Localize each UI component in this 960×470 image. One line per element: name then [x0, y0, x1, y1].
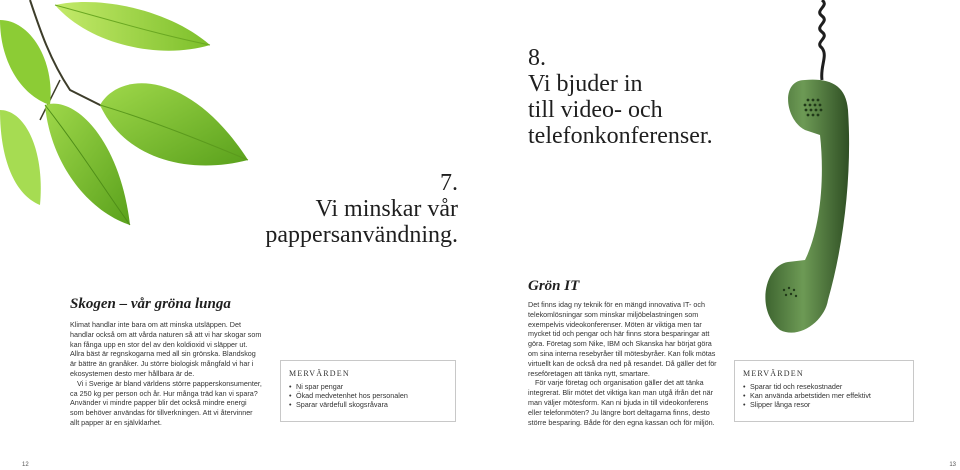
telephone-handset-icon	[750, 0, 870, 340]
heading-line: Vi minskar vår	[315, 196, 458, 222]
values-list	[289, 382, 447, 410]
value-item: • Ökad medvetenhet hos personalen	[296, 391, 447, 400]
page-number-right: 13	[949, 462, 956, 468]
value-item: • Sparar värdefull skogsråvara	[296, 400, 447, 409]
left-page-body	[70, 320, 262, 428]
right-page-heading	[528, 45, 758, 149]
body-paragraph: För varje företag och organisation gäller det att tänka integrerat. Blir mötet det viktiga kan man utgå ifrån det när man väljer mötesform. Kan ni bjuda in till videokonferens eller telefonmöten? Ju längre bort deltagarna finns, desto större besparing. Både för den egna kassan och för miljön.	[528, 378, 715, 427]
heading-line: telefonkonferenser.	[528, 123, 713, 149]
heading-line: Vi bjuder in	[528, 71, 643, 97]
heading-line: till video- och	[528, 97, 663, 123]
right-page-body	[528, 300, 720, 427]
values-title: MERVÄRDEN	[743, 369, 804, 378]
right-values-box	[734, 360, 914, 422]
left-values-box	[280, 360, 456, 422]
heading-line: 7.	[440, 170, 458, 196]
heading-line: 8.	[528, 45, 546, 71]
body-paragraph: Vi i Sverige är bland världens större papperskonsumenter, ca 250 kg per person och år. Hur många träd kan vi spara? Använder vi mindre papper blir det också mindre energi som behöver användas för tillverkningen. Att vi återvinner allt papper är en självklarhet.	[70, 378, 262, 427]
right-page-subheading: Grön IT	[528, 278, 580, 294]
page-number-left: 12	[22, 462, 29, 468]
leaves-image-icon	[0, 0, 250, 240]
body-paragraph: Klimat handlar inte bara om att minska utsläppen. Det handlar också om att vårda naturen så att vi har skogar som kan fånga upp en stor del av den koldioxid vi släpper ut. Allra bäst är regnskogarna med all sin grönska. Blandskog är bättre än granåker. Ju större biologisk mångfald vi har i ekosystemen desto mer hållbara är de.	[70, 320, 262, 378]
body-paragraph: Det finns idag ny teknik för en mängd innovativa IT- och telekomlösningar som minskar miljöbelastningen som exempelvis videokonferenser. Möten är viktiga men tar mycket tid och pengar och här finns stora besparingar att göra. Företag som Nike, IBM och Skanska har börjat göra om sina interna resebyråer till mötesbyråer. Kan folk mötas virtuellt kan de också dra ned på resandet. Då gäller det för reseföretagen att tänka nytt, smartare.	[528, 300, 717, 378]
value-item: • Slipper långa resor	[750, 400, 905, 409]
right-page	[480, 0, 960, 470]
left-page-subheading: Skogen – vår gröna lunga	[70, 296, 231, 312]
values-title: MERVÄRDEN	[289, 369, 350, 378]
value-item: • Kan använda arbetstiden mer effektivt	[750, 391, 905, 400]
values-list	[743, 382, 905, 410]
left-page-heading	[238, 170, 458, 248]
value-item: • Sparar tid och resekostnader	[750, 382, 905, 391]
value-item: • Ni spar pengar	[296, 382, 447, 391]
heading-line: pappersanvändning.	[265, 222, 458, 248]
